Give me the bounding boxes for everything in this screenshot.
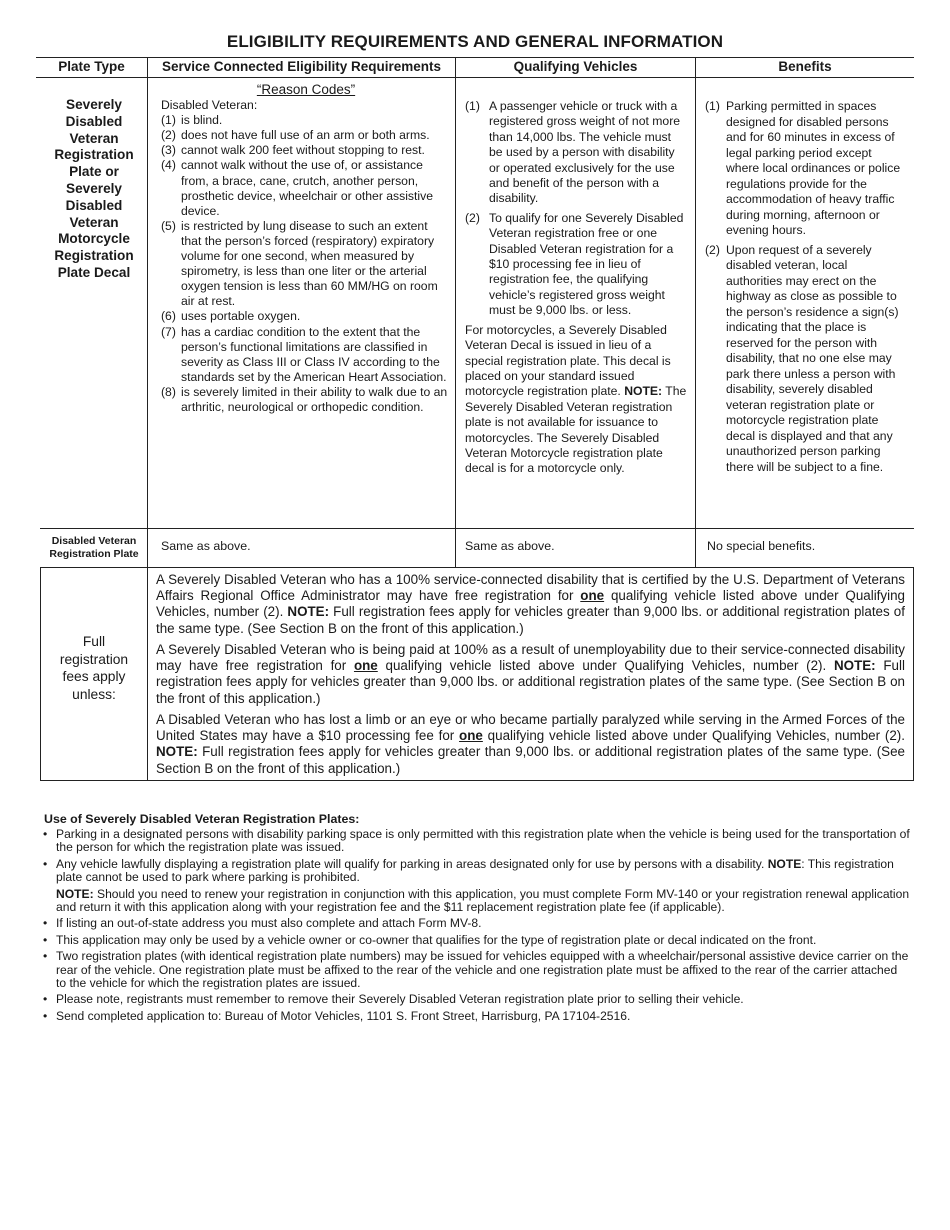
bullet-icon: • [43, 827, 48, 841]
fees-text: Full registration fees apply for vehicles greater than 9,000 lbs. or additional registration plates of the same type. (See Section B on the front of this application.) [156, 744, 905, 776]
bullet-item [40, 858, 910, 885]
fees-label-line: unless: [72, 686, 116, 702]
reason-code-text: uses portable oxygen. [181, 309, 301, 324]
benefit-item [705, 243, 905, 476]
reason-code-item [161, 143, 451, 158]
fees-text: A Severely Disabled Veteran who is being paid at 100% as a result of unemployability due to their service-connected disability may have free registration for [156, 642, 905, 674]
fees-text: A Disabled Veteran who has lost a limb or an eye or who became partially paralyzed while serving in the Armed Forces of the United States may have a $10 processing fee for [156, 712, 905, 744]
reason-code-item [161, 158, 451, 218]
header-benefits: Benefits [778, 59, 832, 74]
vehicle-number: (1) [465, 99, 480, 113]
motorcycle-note-text: The Severely Disabled Veteran registration plate is not available for issuance to motorcycles. The Severely Disabled Veteran Motorcycle registration plate decal is for a motorcycle only. [465, 384, 687, 476]
benefit-text: Upon request of a severely disabled veteran, local authorities may erect on the highway as close as possible to the person’s residence a sign(s) indicating that the place is reserved for the person with disability, that no one else may park there unless a person with disability, severely disabled veteran registration plate or motorcycle registration plate decal is displayed and that any unauthorized person parking there will be subject to a fine. [726, 242, 899, 474]
reason-code-text: cannot walk 200 feet without stopping to rest. [181, 143, 425, 158]
fees-label-line: registration [59, 651, 129, 667]
plate-type-line: Registration Plate [49, 547, 139, 560]
header-plate-type: Plate Type [58, 59, 125, 74]
reason-code-number: (5) [161, 218, 176, 233]
bullet-text: This application may only be used by a vehicle owner or co-owner that qualifies for the type of registration plate or decal indicated on the front. [56, 932, 817, 947]
plate-type-line: Motorcycle [58, 231, 130, 247]
fees-text: Full registration fees apply for vehicles greater than 9,000 lbs. or additional registration plates of the same type. (See Section B on the front of this application.) [156, 604, 905, 636]
bullet-text-part: : This registration plate cannot be used to park where parking is prohibited. [56, 856, 894, 885]
bullet-text: Please note, registrants must remember to remove their Severely Disabled Veteran registration plate prior to selling their vehicle. [56, 992, 744, 1007]
col-divider-3 [695, 57, 696, 567]
bullet-text: Two registration plates (with identical registration plate numbers) may be issued for vehicles equipped with a wheelchair/personal assistive device carrier on the rear of the vehicle. One registration plate must be affixed to the rear of the vehicle and one registration plate must be affixed to the rear of the carrier attached to the vehicle for which the registration plates are issued. [56, 949, 909, 991]
fees-text: qualifying vehicle listed above under Qualifying Vehicles, number (2). [487, 728, 905, 744]
reason-code-number: (1) [161, 113, 176, 128]
fees-text: qualifying vehicle listed above under Qualifying Vehicles, number (2). [385, 658, 827, 674]
plate-type-line: Registration [54, 248, 134, 264]
reason-code-item [161, 128, 451, 143]
bullet-item [40, 917, 910, 930]
table-top-border [36, 57, 914, 58]
renewal-note-text: Should you need to renew your registration in conjunction with this application, you must complete Form MV-140 or your registration renewal application and return it with this application along with your registration fee and the $11 replacement registration plate fee (if applicable). [56, 886, 910, 915]
bullet-text: If listing an out-of-state address you must also complete and attach Form MV-8. [56, 916, 482, 931]
vehicle-item [465, 211, 687, 319]
qualifying-vehicles-cell [465, 99, 687, 477]
benefit-number: (1) [705, 99, 720, 113]
reason-code-text: is blind. [181, 113, 223, 128]
plate-type-line: Severely [66, 180, 122, 196]
renewal-note [40, 888, 910, 915]
reason-code-number: (4) [161, 158, 176, 173]
reason-code-item [161, 219, 451, 310]
benefits-cell [705, 99, 905, 479]
use-bullet-list [40, 828, 910, 1026]
one-emphasis: one [353, 658, 378, 674]
disabled-veteran-label: Disabled Veteran: [161, 98, 258, 113]
fees-paragraph-3 [156, 712, 905, 777]
service-requirements-cell [161, 82, 451, 415]
row1-bottom-border [40, 528, 914, 529]
reason-code-text: has a cardiac condition to the extent that the person’s functional limitations are classified in severity as Class III or Class IV according to the standards set by the American Heart Association. [181, 324, 447, 384]
reason-codes-title: “Reason Codes” [256, 82, 356, 97]
vehicle-number: (2) [465, 210, 480, 225]
note-label: NOTE: [287, 604, 330, 620]
plate-type-severely-disabled [40, 97, 148, 282]
plate-type-line: Disabled [65, 113, 123, 129]
plate-type-line: Plate or [69, 164, 119, 180]
benefit-number: (2) [705, 242, 720, 257]
fees-label [40, 633, 148, 703]
motorcycle-text: For motorcycles, a Severely Disabled Veteran Decal is issued in lieu of a special registration plate. This decal is placed on your standard issued motorcycle registration plate. [465, 322, 671, 399]
plate-type-line: Disabled Veteran [51, 535, 137, 547]
bullet-icon: • [43, 916, 48, 931]
note-label: NOTE: [833, 658, 876, 674]
fees-paragraph-1 [156, 572, 905, 637]
bullet-item [40, 934, 910, 947]
bullet-item [40, 993, 910, 1006]
benefit-item [705, 99, 905, 239]
reason-code-text: does not have full use of an arm or both arms. [181, 128, 430, 143]
motorcycle-note-label: NOTE: [624, 384, 663, 399]
reason-code-number: (3) [161, 143, 176, 158]
bullet-text [56, 858, 910, 885]
note-label: NOTE: [156, 744, 198, 760]
fees-text: A Severely Disabled Veteran who has a 100% service-connected disability that is certified by the U.S. Department of Veterans Affairs Regional Office Administrator may have free registration for [156, 572, 905, 604]
note-label: NOTE: [56, 886, 94, 901]
header-service-requirements: Service Connected Eligibility Requirements [161, 59, 442, 74]
reason-code-number: (7) [161, 324, 176, 339]
reason-code-number: (2) [161, 128, 176, 143]
bullet-icon: • [43, 1008, 48, 1023]
bullet-item [40, 828, 910, 855]
reason-code-number: (6) [161, 309, 176, 324]
page-title: ELIGIBILITY REQUIREMENTS AND GENERAL INFORMATION [226, 32, 724, 51]
plate-type-line: Veteran [69, 214, 119, 230]
row2-service-value: Same as above. [161, 539, 251, 553]
reason-code-text: is restricted by lung disease to such an extent that the person’s forced (respiratory) expiratory volume for one second, when measured by spirometry, is less than one liter or the arterial oxygen tension is less than 60 MM/HG on room air at rest. [181, 218, 438, 309]
motorcycle-paragraph [465, 323, 687, 477]
bullet-item [40, 950, 910, 990]
reason-code-item [161, 385, 451, 415]
bullet-icon: • [43, 856, 48, 871]
fees-label-line: fees apply [62, 669, 126, 684]
bullet-text-part: Any vehicle lawfully displaying a registration plate will qualify for parking in areas designated only for use by persons with a disability. [56, 856, 765, 871]
vehicle-item [465, 99, 687, 207]
fees-text: Full registration fees apply for vehicles greater than 9,000 lbs. or additional registration plates of the same type. (See Section B on the front of this application.) [156, 658, 905, 706]
plate-type-line: Veteran [69, 130, 119, 146]
one-emphasis: one [459, 728, 483, 744]
header-qualifying-vehicles: Qualifying Vehicles [513, 59, 638, 74]
plate-type-line: Severely [66, 97, 122, 112]
reason-code-text: is severely limited in their ability to walk due to an arthritic, neurological or orthopedic condition. [181, 384, 448, 414]
note-label: NOTE [767, 856, 802, 871]
bullet-item [40, 1010, 910, 1023]
fees-label-line: Full [82, 634, 106, 649]
vehicle-text: To qualify for one Severely Disabled Veteran registration free or one Disabled Veteran registration for a $10 processing fee in lieu of registration fee, the qualifying vehicle’s registered gross weight must be 9,000 lbs. or less. [489, 210, 684, 318]
fees-paragraph-2 [156, 642, 905, 707]
benefit-text: Parking permitted in spaces designed for disabled persons and for 60 minutes in excess of legal parking period except where local ordinances or police regulations provide for the accommodation of heavy traffic during morning, afternoon or evening hours. [726, 99, 901, 237]
plate-type-line: Registration [54, 147, 134, 163]
col-divider-2 [455, 57, 456, 567]
bullet-text: Send completed application to: Bureau of Motor Vehicles, 1101 S. Front Street, Harrisburg, PA 17104-2516. [56, 1008, 631, 1023]
plate-type-line: Disabled [65, 197, 123, 213]
row2-vehicles-value: Same as above. [465, 539, 555, 553]
plate-type-disabled-veteran [40, 535, 148, 560]
fees-text: qualifying vehicle listed above under Qualifying Vehicles, number (2). [156, 588, 905, 620]
reason-code-item [161, 113, 451, 128]
one-emphasis: one [580, 588, 605, 604]
header-bottom-border [36, 77, 914, 78]
bullet-icon: • [43, 949, 48, 964]
bullet-icon: • [43, 992, 48, 1007]
use-heading: Use of Severely Disabled Veteran Registration Plates: [44, 812, 360, 826]
bullet-icon: • [43, 932, 48, 947]
reason-code-text: cannot walk without the use of, or assistance from, a brace, cane, crutch, another person, prosthetic device, wheelchair or other assistive device. [181, 158, 433, 218]
vehicle-text: A passenger vehicle or truck with a registered gross weight of not more than 14,000 lbs. The vehicle must be used by a person with disability or operated exclusively for the use and benefit of the person with a disability. [489, 99, 681, 206]
row2-benefits-value: No special benefits. [707, 539, 816, 553]
reason-code-number: (8) [161, 384, 176, 399]
plate-type-line: Plate Decal [57, 264, 131, 280]
bullet-text: Parking in a designated persons with disability parking space is only permitted with this registration plate when the vehicle is being used for the transportation of the person for which the registration plate was issued. [56, 827, 910, 855]
reason-code-item [161, 309, 451, 324]
reason-code-item [161, 325, 451, 385]
